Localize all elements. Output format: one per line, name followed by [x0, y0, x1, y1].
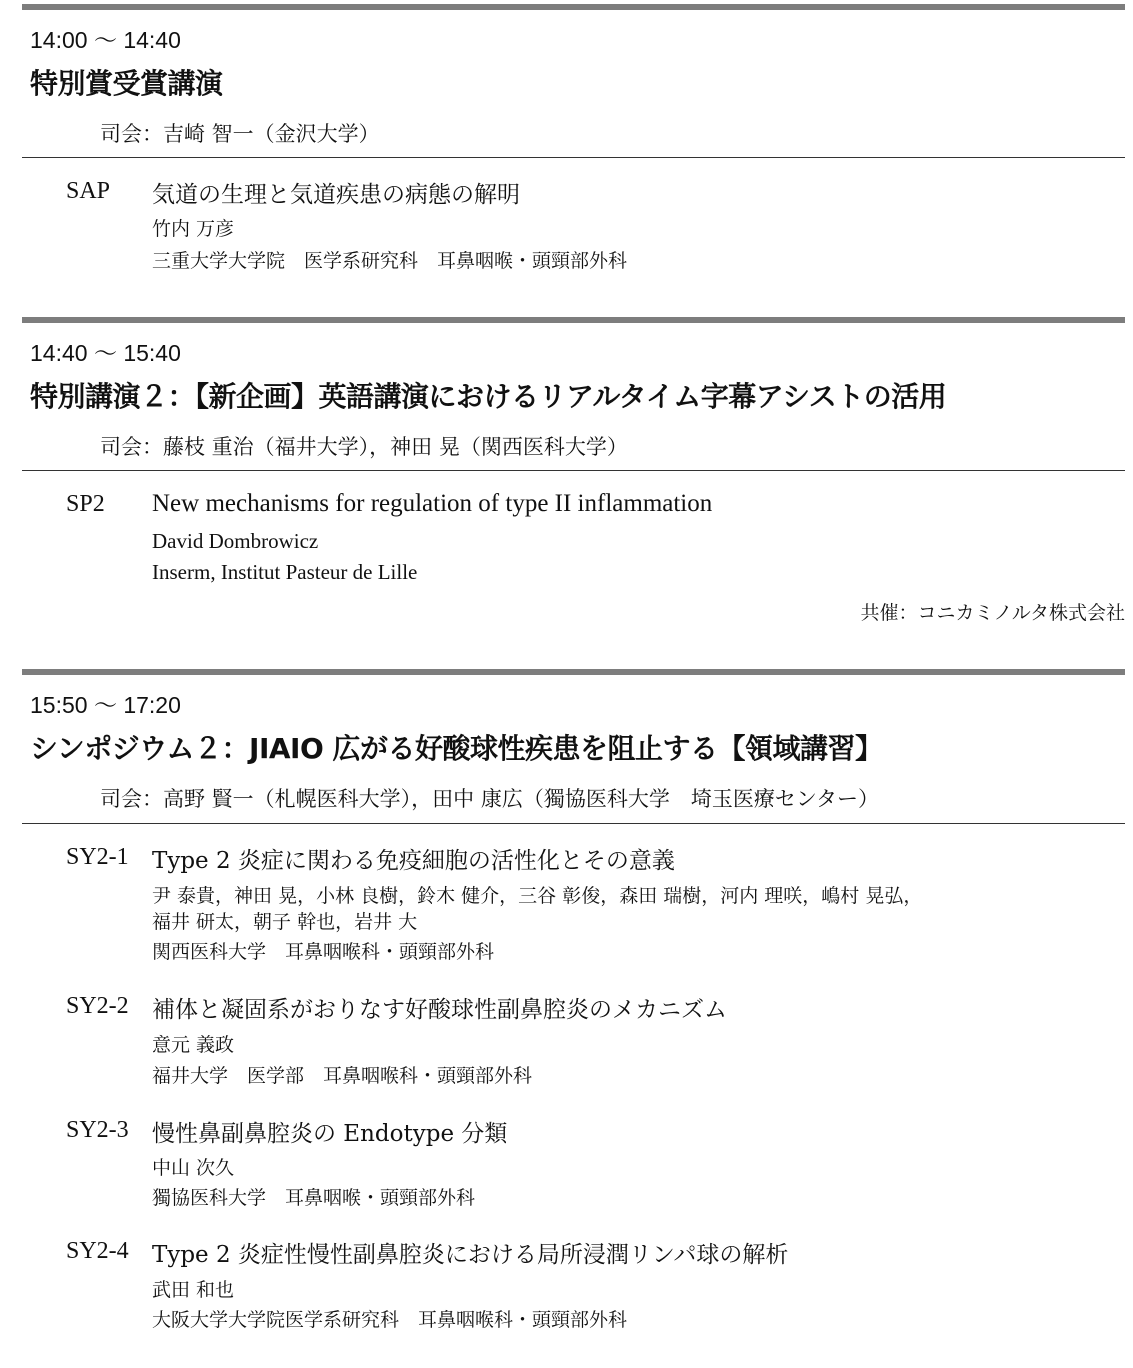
talk-authors: 尹 泰貴，神田 晃，小林 良樹，鈴木 健介，三谷 彰俊，森田 瑞樹，河内 理咲，嶋村 晃弘，: [152, 885, 923, 907]
talk-authors: 竹内 万彦: [152, 218, 235, 240]
talk-code: SAP: [66, 178, 111, 204]
talk-title: New mechanisms for regulation of type II inflammation: [152, 490, 713, 517]
session-divider: [22, 4, 1125, 10]
talk-code: SY2-1: [66, 844, 129, 870]
talk-authors-continued: 福井 研太，朝子 幹也，岩井 大: [152, 911, 418, 933]
talk-authors: David Dombrowicz: [152, 529, 319, 553]
talk-authors: 意元 義政: [152, 1034, 235, 1056]
talk-title: Type 2 炎症に関わる免疫細胞の活性化とその意義: [152, 848, 675, 874]
talk-title: 補体と凝固系がおりなす好酸球性副鼻腔炎のメカニズム: [152, 997, 727, 1023]
talk-authors: 中山 次久: [152, 1157, 235, 1179]
session-title: 特別講演２：【新企画】英語講演におけるリアルタイム字幕アシストの活用: [30, 380, 947, 413]
session-chair: 司会：高野 賢一（札幌医科大学），田中 康広（獨協医科大学 埼玉医療センター）: [100, 787, 880, 811]
session-time: 14:40 〜 15:40: [30, 340, 181, 366]
session-header-rule: [22, 823, 1125, 824]
session-title: シンポジウム２：JIAIO 広がる好酸球性疾患を阻止する【領域講習】: [30, 732, 883, 765]
talk-affiliation: 関西医科大学 耳鼻咽喉科・頭頸部外科: [152, 941, 495, 963]
session-chair: 司会：吉崎 智一（金沢大学）: [100, 122, 380, 146]
talk-affiliation: 三重大学大学院 医学系研究科 耳鼻咽喉・頭頸部外科: [152, 250, 628, 272]
session-header-rule: [22, 470, 1125, 471]
talk-authors: 武田 和也: [152, 1279, 235, 1301]
talk-affiliation: Inserm, Institut Pasteur de Lille: [152, 560, 418, 584]
session-divider: [22, 669, 1125, 675]
talk-affiliation: 獨協医科大学 耳鼻咽喉・頭頸部外科: [152, 1187, 476, 1209]
sponsor-note: 共催：コニカミノルタ株式会社: [860, 602, 1125, 624]
session-time: 14:00 〜 14:40: [30, 27, 181, 53]
talk-title: Type 2 炎症性慢性副鼻腔炎における局所浸潤リンパ球の解析: [152, 1242, 789, 1268]
talk-affiliation: 大阪大学大学院医学系研究科 耳鼻咽喉科・頭頸部外科: [152, 1309, 628, 1331]
session-divider: [22, 317, 1125, 323]
talk-affiliation: 福井大学 医学部 耳鼻咽喉科・頭頸部外科: [152, 1065, 533, 1087]
session-title: 特別賞受賞講演: [30, 67, 223, 100]
session-time: 15:50 〜 17:20: [30, 692, 181, 718]
session-header-rule: [22, 157, 1125, 158]
talk-code: SY2-2: [66, 993, 129, 1019]
session-chair: 司会：藤枝 重治（福井大学），神田 晃（関西医科大学）: [100, 435, 628, 459]
talk-title: 気道の生理と気道疾患の病態の解明: [152, 182, 520, 208]
talk-code: SP2: [66, 491, 105, 517]
talk-title: 慢性鼻副鼻腔炎の Endotype 分類: [152, 1121, 508, 1147]
talk-code: SY2-4: [66, 1238, 129, 1264]
talk-code: SY2-3: [66, 1117, 129, 1143]
